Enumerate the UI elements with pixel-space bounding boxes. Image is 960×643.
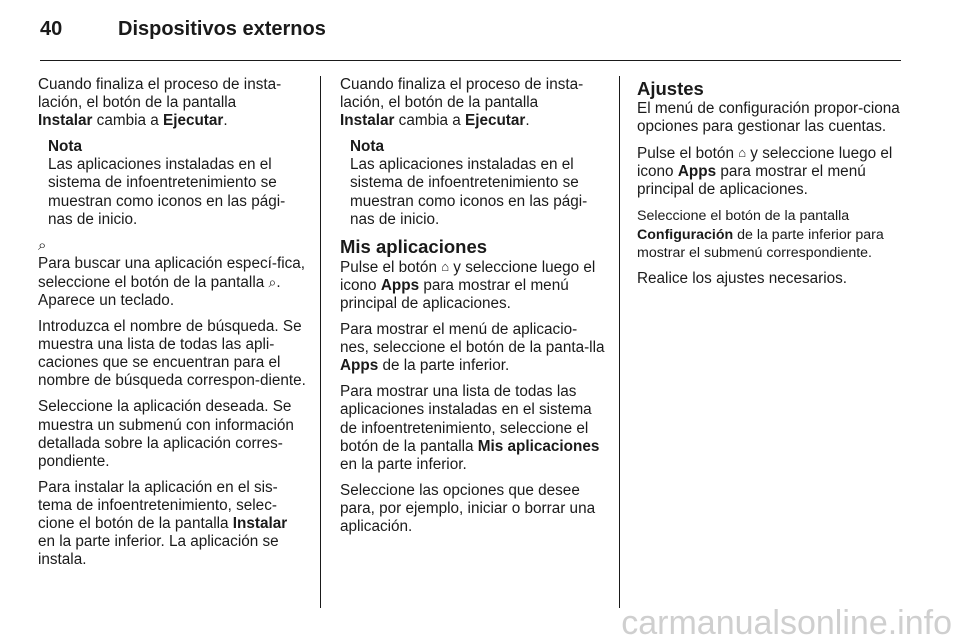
- column-divider-2: [619, 76, 620, 608]
- search-icon: ⌕: [38, 236, 47, 254]
- note-title: Nota: [350, 138, 384, 156]
- paragraph: Para mostrar una lista de todas las aplicaciones instaladas en el sistema de infoentretenimiento, seleccione el botón de la pantalla Mis aplicaciones en la parte inferior.: [340, 383, 600, 473]
- note-box: [340, 138, 606, 228]
- paragraph: Para mostrar el menú de aplicacio-nes, seleccione el botón de la panta-lla Apps de la parte inferior.: [340, 321, 605, 375]
- column-1: [38, 76, 308, 577]
- paragraph: Seleccione el botón de la pantalla Configuración de la parte inferior para mostrar el submenú correspondiente.: [637, 208, 884, 261]
- paragraph: Para instalar la aplicación en el sis-tema de infoentretenimiento, selec-cione el botón de la pantalla Instalar en la parte inferior. La aplicación se instala.: [38, 478, 288, 569]
- note-text: Las aplicaciones instaladas en el sistema de infoentretenimiento se muestran como iconos en las pági-nas de inicio.: [48, 156, 286, 228]
- search-icon: ⌕: [268, 273, 277, 290]
- note-box: [38, 138, 308, 228]
- watermark: carmanualsonline.info: [621, 604, 952, 642]
- paragraph: Realice los ajustes necesarios.: [637, 269, 848, 287]
- paragraph: Para buscar una aplicación especí-fica, seleccione el botón de la pantalla ⌕. Aparece un teclado.: [38, 254, 305, 309]
- home-icon: ⌂: [738, 145, 747, 161]
- paragraph: Seleccione la aplicación deseada. Se muestra un submenú con información detallada sobre la aplicación corres-pondiente.: [38, 398, 294, 470]
- home-icon: ⌂: [441, 258, 450, 274]
- page-title: Dispositivos externos: [118, 18, 326, 40]
- column-2: [340, 76, 606, 544]
- paragraph: Pulse el botón ⌂ y seleccione luego el icono Apps para mostrar el menú principal de aplicaciones.: [340, 258, 596, 312]
- column-3: [637, 76, 903, 296]
- note-title: Nota: [48, 138, 82, 156]
- paragraph: Cuando finaliza el proceso de insta-lación, el botón de la pantalla Instalar cambia a Ejecutar.: [38, 76, 282, 130]
- column-divider-1: [320, 76, 321, 608]
- paragraph: Seleccione las opciones que desee para, por ejemplo, iniciar o borrar una aplicación.: [340, 481, 596, 535]
- paragraph: Pulse el botón ⌂ y seleccione luego el icono Apps para mostrar el menú principal de aplicaciones.: [637, 145, 893, 199]
- note-text: Las aplicaciones instaladas en el sistema de infoentretenimiento se muestran como iconos en las pági-nas de inicio.: [350, 156, 588, 228]
- header-rule: [40, 60, 901, 61]
- paragraph: Cuando finaliza el proceso de insta-lación, el botón de la pantalla Instalar cambia a Ejecutar.: [340, 76, 584, 130]
- section-title: Ajustes: [637, 78, 704, 99]
- page-number: 40: [40, 18, 63, 40]
- section-title: Mis aplicaciones: [340, 235, 488, 257]
- paragraph: Introduzca el nombre de búsqueda. Se muestra una lista de todas las apli-caciones que se encuentran para el nombre de búsqueda correspon-diente.: [38, 318, 306, 390]
- paragraph: El menú de configuración propor-ciona opciones para gestionar las cuentas.: [637, 100, 900, 136]
